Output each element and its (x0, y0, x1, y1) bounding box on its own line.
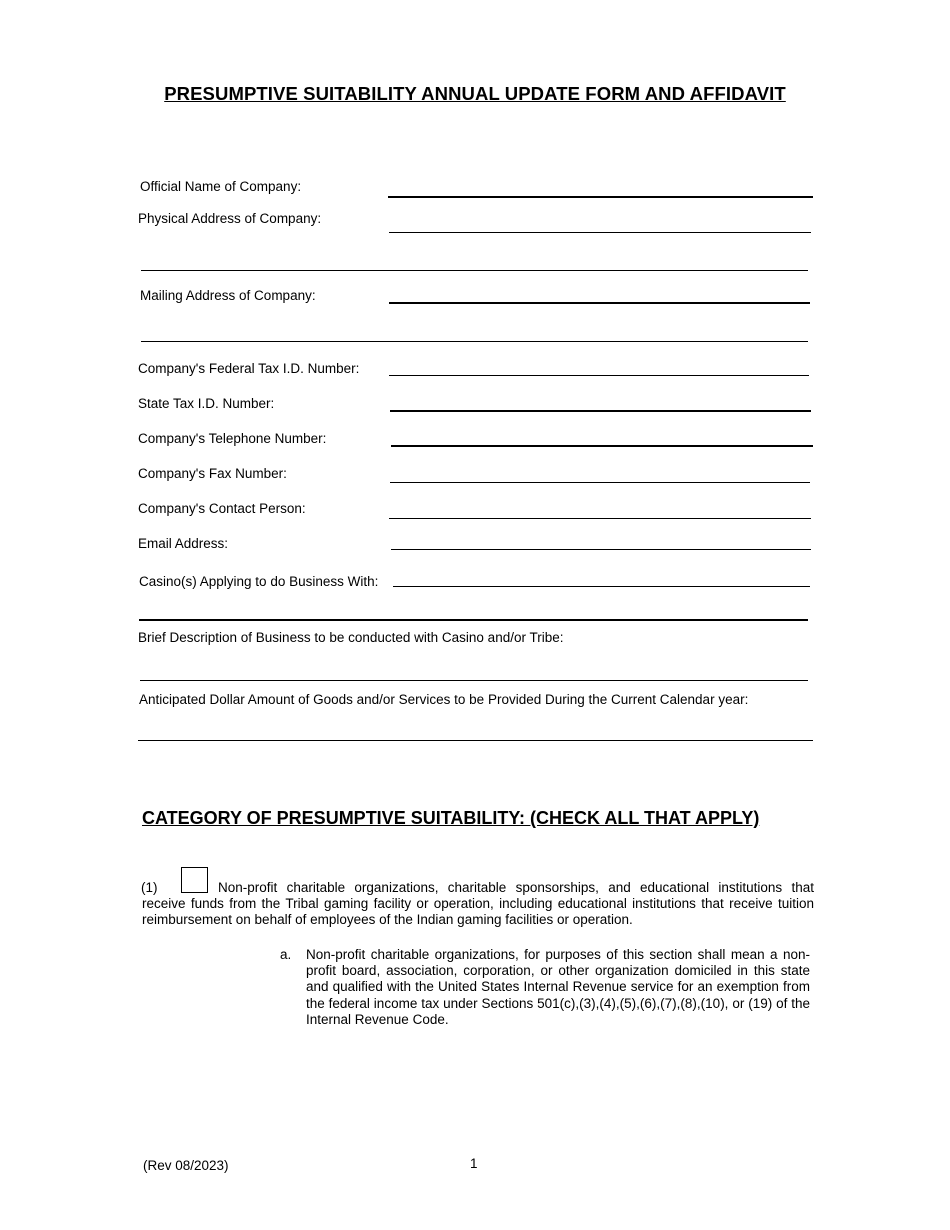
telephone-field[interactable] (391, 445, 813, 447)
casinos-field-line2[interactable] (139, 619, 808, 621)
contact-person-field[interactable] (389, 518, 811, 519)
physical-address-field[interactable] (389, 232, 811, 233)
dollar-amount-field[interactable] (138, 740, 813, 741)
email-field[interactable] (391, 549, 811, 550)
casinos-label: Casino(s) Applying to do Business With: (139, 574, 379, 589)
page-number: 1 (470, 1156, 478, 1171)
federal-tax-id-field[interactable] (389, 375, 809, 376)
description-field[interactable] (140, 680, 808, 681)
mailing-address-label: Mailing Address of Company: (140, 288, 316, 303)
official-name-field[interactable] (388, 196, 813, 198)
casinos-field[interactable] (393, 586, 810, 587)
dollar-amount-label: Anticipated Dollar Amount of Goods and/or Services to be Provided During the Current Calendar year: (139, 692, 749, 707)
page-title: PRESUMPTIVE SUITABILITY ANNUAL UPDATE FORM AND AFFIDAVIT (164, 83, 786, 104)
federal-tax-id-label: Company's Federal Tax I.D. Number: (138, 361, 360, 376)
state-tax-id-field[interactable] (390, 410, 811, 412)
item1-sub-a-text: Non-profit charitable organizations, for purposes of this section shall mean a non-profit board, association, corporation, or other organization domiciled in this state and qualified with the United States Internal Revenue service for an exemption from the federal income tax under Sections 501(c),(3),(4),(5),(6),(7),(8),(10), or (19) of the Internal Revenue Code. (306, 947, 810, 1027)
official-name-label: Official Name of Company: (140, 179, 302, 194)
revision-label: (Rev 08/2023) (143, 1158, 229, 1173)
description-label: Brief Description of Business to be conducted with Casino and/or Tribe: (138, 630, 564, 645)
email-label: Email Address: (138, 536, 229, 551)
item1-text: Non-profit charitable organizations, charitable sponsorships, and educational institutions that receive funds from the Tribal gaming facility or operation, including educational institutions that receive tuition reimbursement on behalf of employees of the Indian gaming facilities or operation. (142, 880, 814, 928)
physical-address-field-line2[interactable] (141, 270, 808, 271)
category-heading: CATEGORY OF PRESUMPTIVE SUITABILITY: (CHECK ALL THAT APPLY) (142, 808, 760, 828)
item1-number: (1) (141, 880, 158, 895)
physical-address-label: Physical Address of Company: (138, 211, 322, 226)
contact-person-label: Company's Contact Person: (138, 501, 306, 516)
item1-sub-a-letter: a. (280, 947, 292, 962)
fax-label: Company's Fax Number: (138, 466, 287, 481)
telephone-label: Company's Telephone Number: (138, 431, 327, 446)
mailing-address-field[interactable] (389, 302, 810, 304)
mailing-address-field-line2[interactable] (141, 341, 808, 342)
state-tax-id-label: State Tax I.D. Number: (138, 396, 275, 411)
fax-field[interactable] (390, 482, 810, 483)
